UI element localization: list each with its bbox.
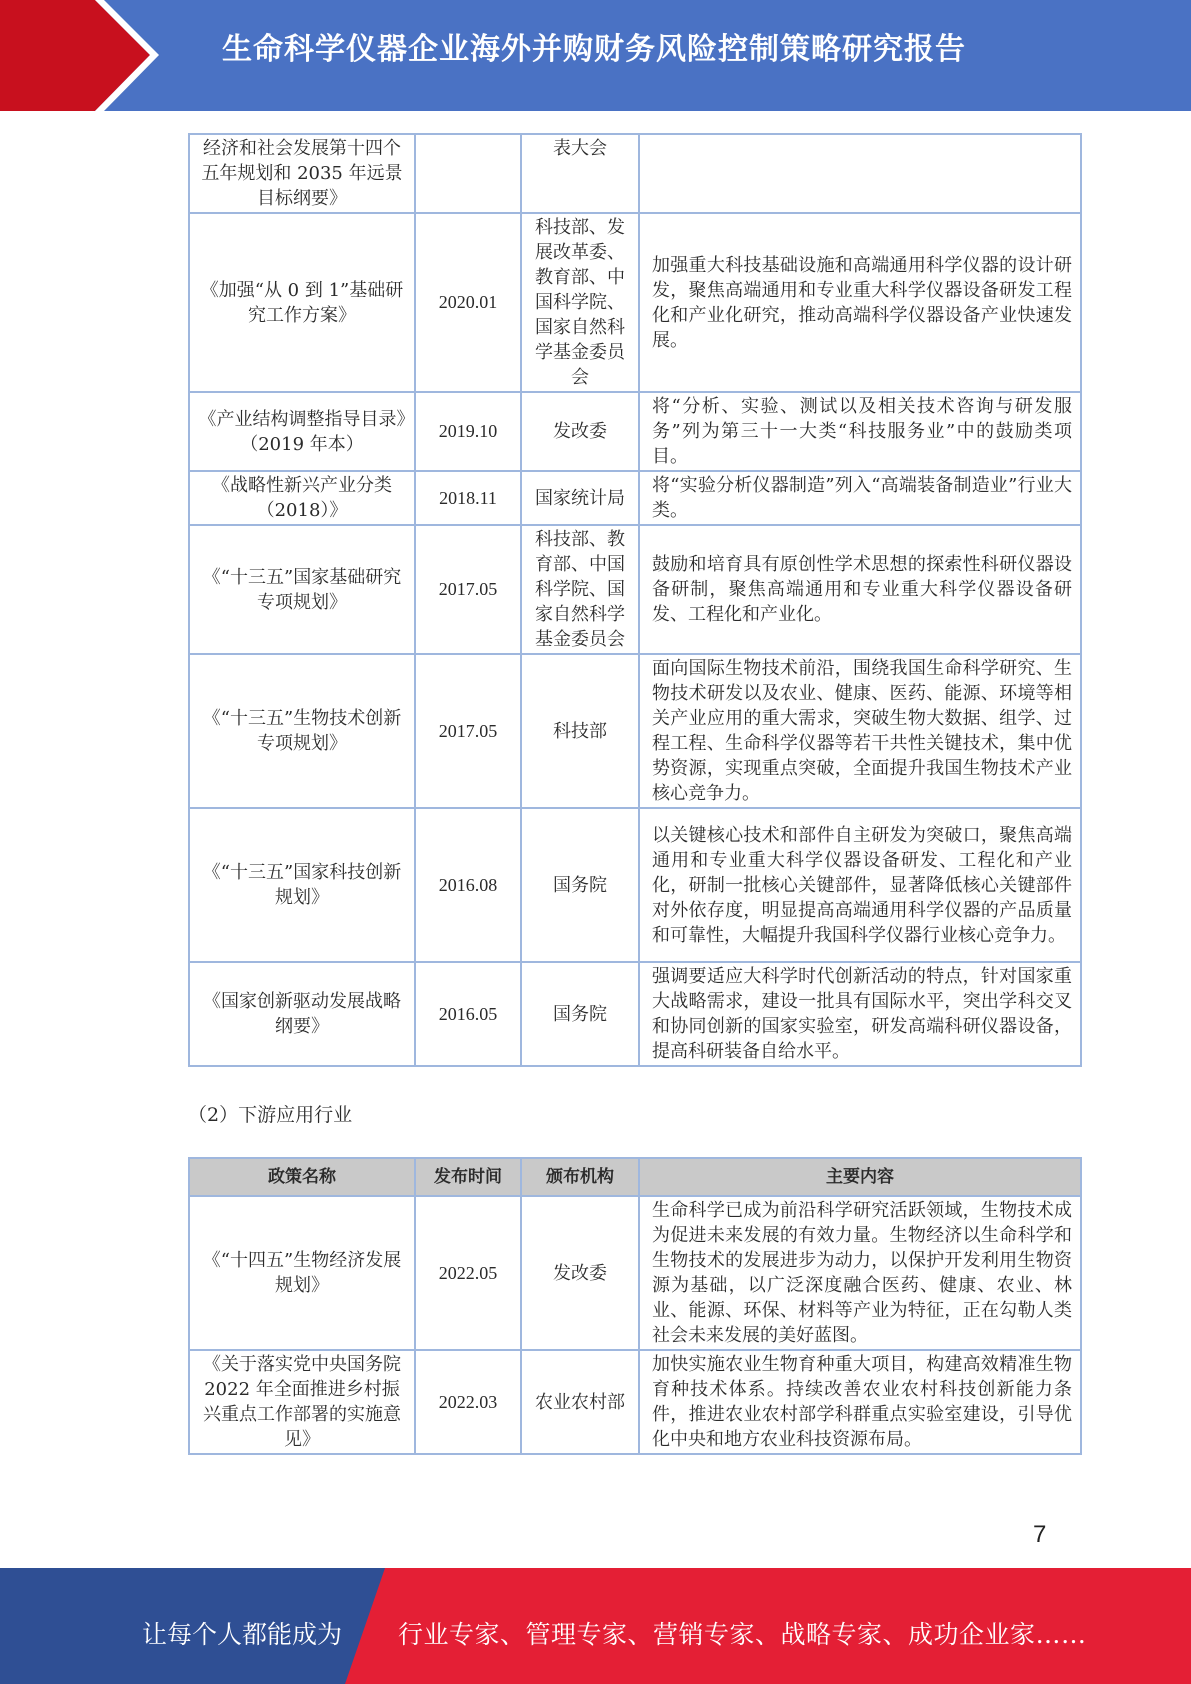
policy-name-cell: 《产业结构调整指导目录》（2019 年本） — [189, 392, 415, 471]
table-row — [189, 808, 1081, 962]
policy-date-cell: 2022.05 — [415, 1196, 521, 1350]
policy-name-cell: 《“十三五”国家基础研究专项规划》 — [189, 525, 415, 654]
policy-agency-cell: 表大会 — [521, 134, 639, 213]
policy-content-cell: 面向国际生物技术前沿，围绕我国生命科学研究、生物技术研发以及农业、健康、医药、能源、环境等相关产业应用的重大需求，突破生物大数据、组学、过程工程、生命科学仪器等若干共性关键技术，集中优势资源，实现重点突破，全面提升我国生物技术产业核心竞争力。 — [639, 654, 1081, 808]
policy-content-cell: 将“实验分析仪器制造”列入“高端装备制造业”行业大类。 — [639, 471, 1081, 525]
policy-content-cell: 加快实施农业生物育种重大项目，构建高效精准生物育种技术体系。持续改善农业农村科技创新能力条件，推进农业农村部学科群重点实验室建设，引导优化中央和地方农业科技资源布局。 — [639, 1350, 1081, 1454]
table-row — [189, 1350, 1081, 1454]
page-number: 7 — [1033, 1521, 1047, 1548]
policy-agency-cell: 国务院 — [521, 962, 639, 1066]
policy-content-cell: 生命科学已成为前沿科学研究活跃领域，生物技术成为促进未来发展的有效力量。生物经济以生命科学和生物技术的发展进步为动力，以保护开发利用生物资源为基础，以广泛深度融合医药、健康、农业、林业、能源、环保、材料等产业为特征，正在勾勒人类社会未来发展的美好蓝图。 — [639, 1196, 1081, 1350]
policy-name-cell: 《加强“从 0 到 1”基础研究工作方案》 — [189, 213, 415, 392]
policy-agency-cell: 国家统计局 — [521, 471, 639, 525]
policy-name-cell: 《“十三五”生物技术创新专项规划》 — [189, 654, 415, 808]
table-row — [189, 213, 1081, 392]
policy-content-cell: 以关键核心技术和部件自主研发为突破口，聚焦高端通用和专业重大科学仪器设备研发、工程化和产业化，研制一批核心关键部件，显著降低核心关键部件对外依存度，明显提高高端通用科学仪器的产品质量和可靠性，大幅提升我国科学仪器行业核心竞争力。 — [639, 808, 1081, 962]
table-row — [189, 134, 1081, 213]
policy-name-cell: 《“十三五”国家科技创新规划》 — [189, 808, 415, 962]
policy-agency-cell: 农业农村部 — [521, 1350, 639, 1454]
policy-agency-cell: 科技部、教育部、中国科学院、国家自然科学基金委员会 — [521, 525, 639, 654]
policy-date-cell: 2016.05 — [415, 962, 521, 1066]
column-header-content: 主要内容 — [639, 1158, 1081, 1196]
page-header — [0, 0, 1191, 111]
policy-date-cell: 2017.05 — [415, 654, 521, 808]
column-header-agency: 颁布机构 — [521, 1158, 639, 1196]
table-row — [189, 392, 1081, 471]
policy-name-cell: 《国家创新驱动发展战略纲要》 — [189, 962, 415, 1066]
footer-slogan-left: 让每个人都能成为 — [142, 1620, 343, 1649]
section-heading: （2）下游应用行业 — [188, 1104, 353, 1126]
table-row — [189, 962, 1081, 1066]
column-header-name: 政策名称 — [189, 1158, 415, 1196]
policy-content-cell — [639, 134, 1081, 213]
policy-content-cell: 鼓励和培育具有原创性学术思想的探索性科研仪器设备研制，聚焦高端通用和专业重大科学仪器设备研发、工程化和产业化。 — [639, 525, 1081, 654]
policy-agency-cell: 国务院 — [521, 808, 639, 962]
table-row — [189, 471, 1081, 525]
policy-date-cell: 2018.11 — [415, 471, 521, 525]
table-row — [189, 1196, 1081, 1350]
policy-name-cell: 《“十四五”生物经济发展规划》 — [189, 1196, 415, 1350]
policy-name-cell: 《战略性新兴产业分类（2018）》 — [189, 471, 415, 525]
policy-date-cell: 2016.08 — [415, 808, 521, 962]
policy-name-cell: 经济和社会发展第十四个五年规划和 2035 年远景目标纲要》 — [189, 134, 415, 213]
column-header-date: 发布时间 — [415, 1158, 521, 1196]
policy-content-cell: 加强重大科技基础设施和高端通用科学仪器的设计研发，聚焦高端通用和专业重大科学仪器设备研发工程化和产业化研究，推动高端科学仪器设备产业快速发展。 — [639, 213, 1081, 392]
policy-date-cell: 2017.05 — [415, 525, 521, 654]
policy-content-cell: 将“分析、实验、测试以及相关技术咨询与研发服务”列为第三十一大类“科技服务业”中的鼓励类项目。 — [639, 392, 1081, 471]
policy-agency-cell: 发改委 — [521, 392, 639, 471]
policy-date-cell: 2019.10 — [415, 392, 521, 471]
table-header-row — [189, 1158, 1081, 1196]
footer-slogan-right: 行业专家、管理专家、营销专家、战略专家、成功企业家…… — [398, 1620, 1087, 1649]
table-row — [189, 525, 1081, 654]
policy-table-upstream — [188, 133, 1082, 1067]
policy-name-cell: 《关于落实党中央国务院 2022 年全面推进乡村振兴重点工作部署的实施意见》 — [189, 1350, 415, 1454]
policy-agency-cell: 发改委 — [521, 1196, 639, 1350]
policy-table-downstream — [188, 1157, 1082, 1455]
table-row — [189, 654, 1081, 808]
policy-agency-cell: 科技部 — [521, 654, 639, 808]
policy-content-cell: 强调要适应大科学时代创新活动的特点，针对国家重大战略需求，建设一批具有国际水平，突出学科交叉和协同创新的国家实验室，研发高端科研仪器设备，提高科研装备自给水平。 — [639, 962, 1081, 1066]
header-title: 生命科学仪器企业海外并购财务风险控制策略研究报告 — [222, 32, 966, 67]
policy-date-cell — [415, 134, 521, 213]
policy-date-cell: 2022.03 — [415, 1350, 521, 1454]
policy-date-cell: 2020.01 — [415, 213, 521, 392]
policy-agency-cell: 科技部、发展改革委、教育部、中国科学院、国家自然科学基金委员会 — [521, 213, 639, 392]
